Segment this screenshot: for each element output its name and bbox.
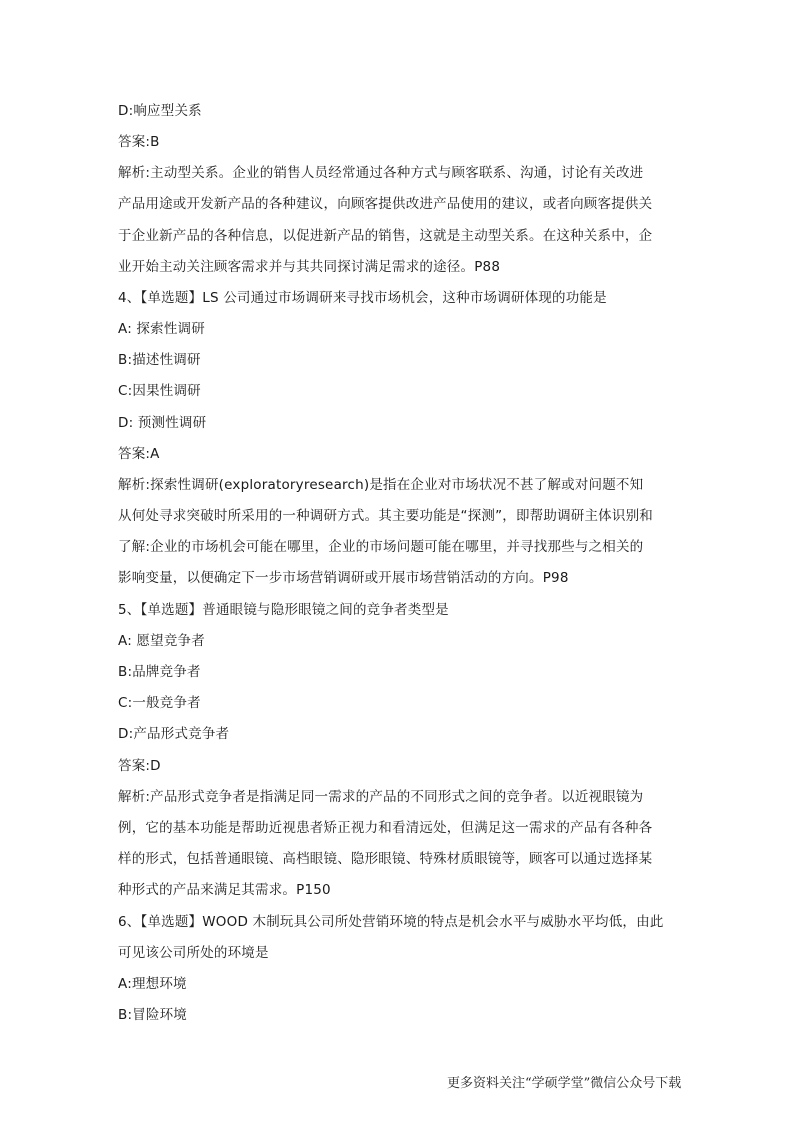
option-a-line: A:理想环境: [118, 976, 187, 992]
option-d-line: D:产品形式竞争者: [118, 726, 230, 742]
answer-line: 答案:B: [118, 134, 160, 150]
option-c-line: C:一般竞争者: [118, 695, 201, 711]
explanation-line: 种形式的产品来满足其需求。P150: [118, 882, 331, 898]
option-b-line: B:品牌竞争者: [118, 664, 201, 680]
explanation-line: 解析:主动型关系。企业的销售人员经常通过各种方式与顾客联系、沟通，讨论有关改进: [118, 165, 644, 181]
answer-line: 答案:A: [118, 446, 160, 462]
explanation-line: 影响变量，以便确定下一步市场营销调研或开展市场营销活动的方向。P98: [118, 570, 569, 586]
page-footer: 更多资料关注“学硕学堂”微信公众号下载: [447, 1076, 682, 1091]
question-6-cont: 可见该公司所处的环境是: [118, 945, 269, 961]
question-5: 5、【单选题】普通眼镜与隐形眼镜之间的竞争者类型是: [118, 602, 449, 618]
option-d-line: D:响应型关系: [118, 103, 202, 119]
explanation-line: 样的形式，包括普通眼镜、高档眼镜、隐形眼镜、特殊材质眼镜等，顾客可以通过选择某: [118, 851, 653, 867]
option-d-line: D: 预测性调研: [118, 415, 207, 431]
explanation-line: 解析:产品形式竞争者是指满足同一需求的产品的不同形式之间的竞争者。以近视眼镜为: [118, 789, 644, 805]
explanation-line: 业开始主动关注顾客需求并与其共同探讨满足需求的途径。P88: [118, 259, 501, 275]
option-a-line: A: 愿望竞争者: [118, 633, 205, 649]
option-a-line: A: 探索性调研: [118, 321, 205, 337]
explanation-line: 了解:企业的市场机会可能在哪里，企业的市场问题可能在哪里，并寻找那些与之相关的: [118, 539, 644, 555]
option-b-line: B:描述性调研: [118, 352, 201, 368]
explanation-line: 于企业新产品的各种信息，以促进新产品的销售，这就是主动型关系。在这种关系中，企: [118, 228, 653, 244]
explanation-line: 产品用途或开发新产品的各种建议，向顾客提供改进产品使用的建议，或者向顾客提供关: [118, 196, 653, 212]
explanation-line: 从何处寻求突破时所采用的一种调研方式。其主要功能是“探测”，即帮助调研主体识别和: [118, 508, 653, 524]
explanation-line: 解析:探索性调研(exploratoryresearch)是指在企业对市场状况不甚了解或对问题不知: [118, 477, 644, 493]
question-6: 6、【单选题】WOOD 木制玩具公司所处营销环境的特点是机会水平与威胁水平均低，由此: [118, 914, 664, 930]
explanation-line: 例，它的基本功能是帮助近视患者矫正视力和看清远处，但满足这一需求的产品有各种各: [118, 820, 653, 836]
option-c-line: C:因果性调研: [118, 383, 201, 399]
option-b-line: B:冒险环境: [118, 1007, 188, 1023]
answer-line: 答案:D: [118, 758, 161, 774]
question-4: 4、【单选题】LS 公司通过市场调研来寻找市场机会，这种市场调研体现的功能是: [118, 290, 607, 306]
